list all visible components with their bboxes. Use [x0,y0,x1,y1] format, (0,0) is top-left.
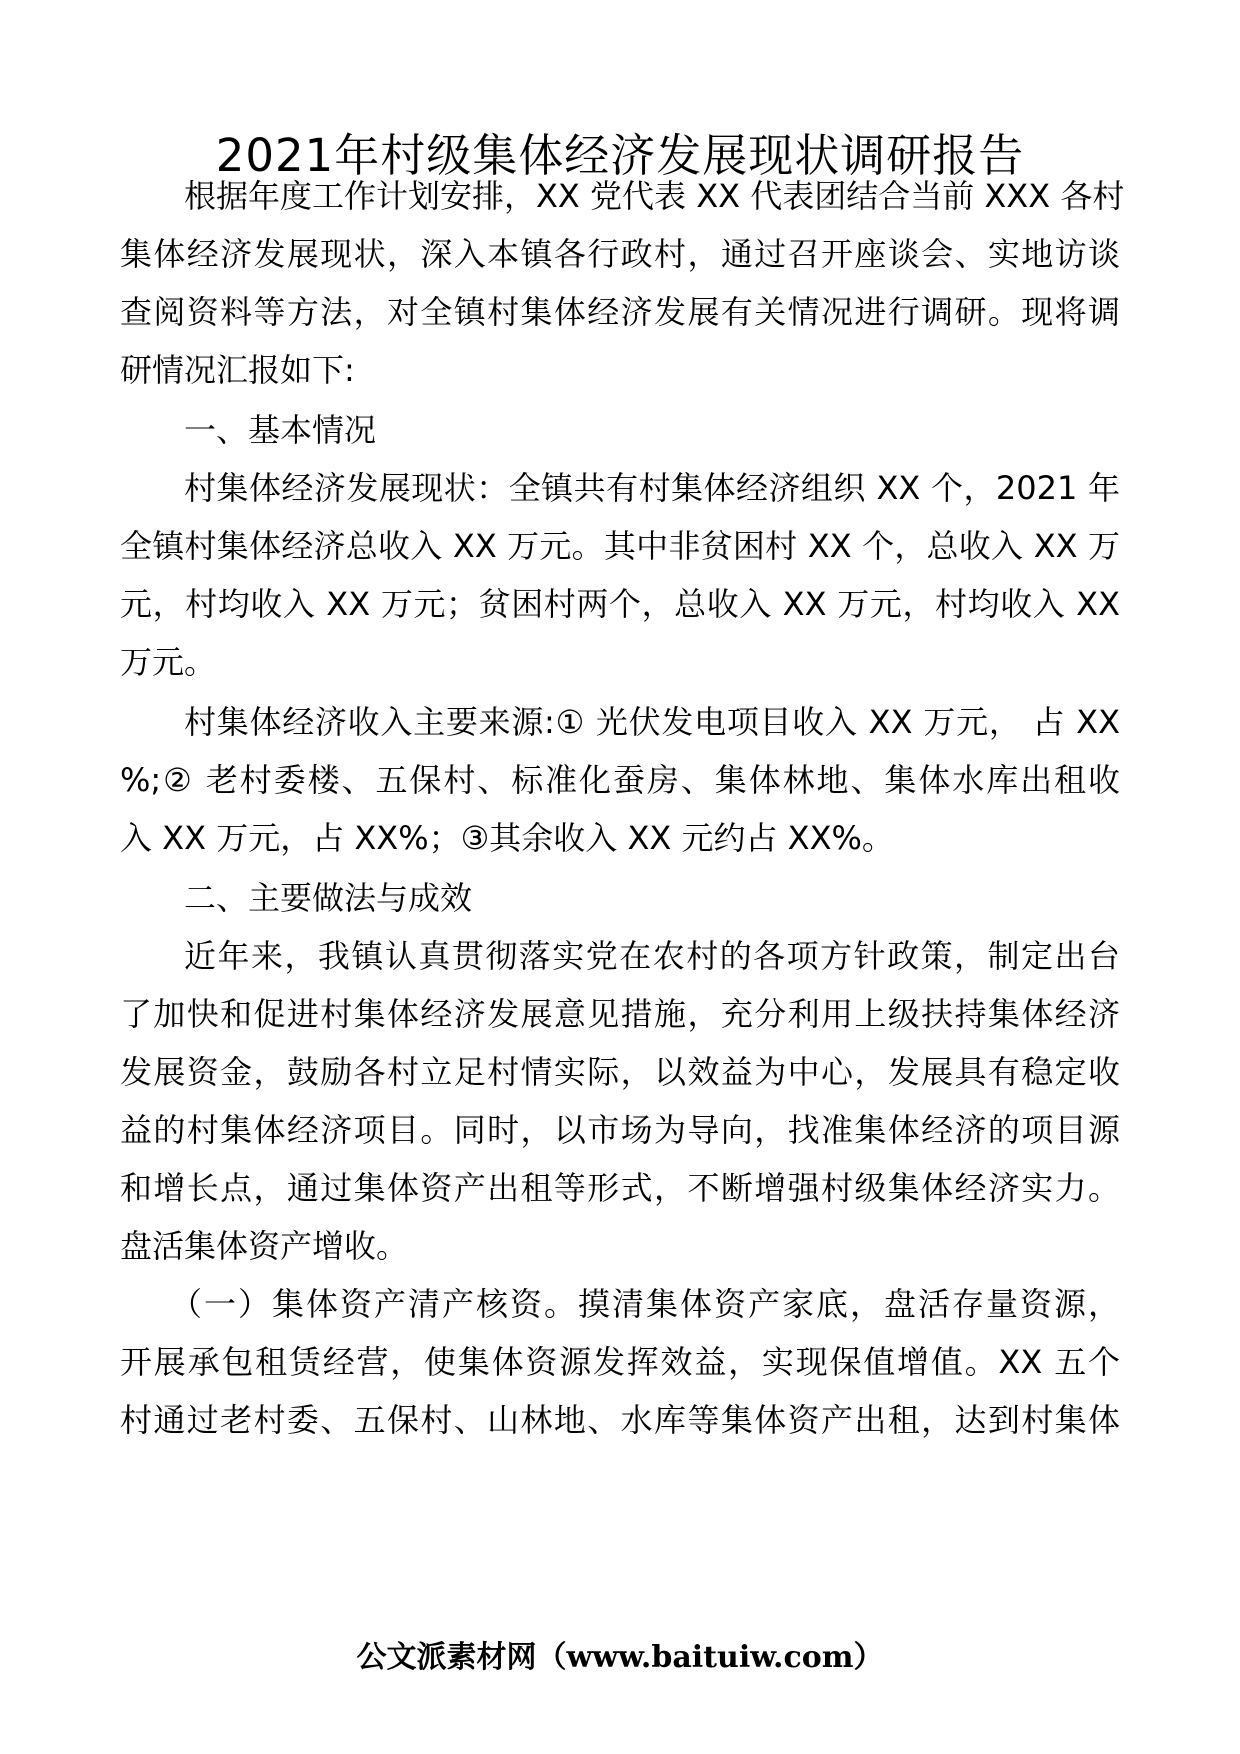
paragraph-line: 村集体经济发展现状：全镇共有村集体经济组织 XX 个，2021 年 [184,469,1120,507]
paragraph-line: 盘活集体资产增收。 [120,1227,409,1265]
paragraph-line: 万元。 [120,643,217,681]
paragraph-line: 研情况汇报如下: [120,351,355,389]
paragraph-line: 开展承包租赁经营，使集体资源发挥效益，实现保值增值。XX 五个 [120,1343,1120,1381]
paragraph-line: 益的村集体经济项目。同时，以市场为导向，找准集体经济的项目源 [120,1111,1120,1149]
paragraph-line: （一）集体资产清产核资。摸清集体资产家底，盘活存量资源， [170,1285,1120,1323]
paragraph-line: 近年来，我镇认真贯彻落实党在农村的各项方针政策，制定出台 [184,937,1120,975]
paragraph-line: 查阅资料等方法，对全镇村集体经济发展有关情况进行调研。现将调 [120,293,1120,331]
paragraph-line: 入 XX 万元，占 XX%；③其余收入 XX 元约占 XX%。 [120,819,894,857]
paragraph-line: 了加快和促进村集体经济发展意见措施，充分利用上级扶持集体经济 [120,995,1120,1033]
paragraph-line: 村通过老村委、五保村、山林地、水库等集体资产出租，达到村集体 [120,1401,1120,1439]
paragraph-line: %;② 老村委楼、五保村、标准化蚕房、集体林地、集体水库出租收 [120,761,1120,799]
paragraph-line: 发展资金，鼓励各村立足村情实际，以效益为中心，发展具有稳定收 [120,1053,1120,1091]
section-heading: 一、基本情况 [184,411,377,449]
paragraph-line: 全镇村集体经济总收入 XX 万元。其中非贫困村 XX 个，总收入 XX 万 [120,527,1120,565]
paragraph-line: 村集体经济收入主要来源:① 光伏发电项目收入 XX 万元， 占 XX [184,703,1120,741]
section-heading: 二、主要做法与成效 [184,879,473,917]
paragraph-line: 集体经济发展现状，深入本镇各行政村，通过召开座谈会、实地访谈 [120,235,1120,273]
paragraph-line: 根据年度工作计划安排，XX 党代表 XX 代表团结合当前 XXX 各村 [184,177,1125,215]
page-title: 2021年村级集体经济发展现状调研报告 [215,129,1025,182]
paragraph-line: 元，村均收入 XX 万元；贫困村两个，总收入 XX 万元，村均收入 XX [120,585,1120,623]
footer-watermark-link[interactable]: 公文派素材网（www.baituiw.com） [356,1640,884,1675]
paragraph-line: 和增长点，通过集体资产出租等形式，不断增强村级集体经济实力。 [120,1169,1120,1207]
